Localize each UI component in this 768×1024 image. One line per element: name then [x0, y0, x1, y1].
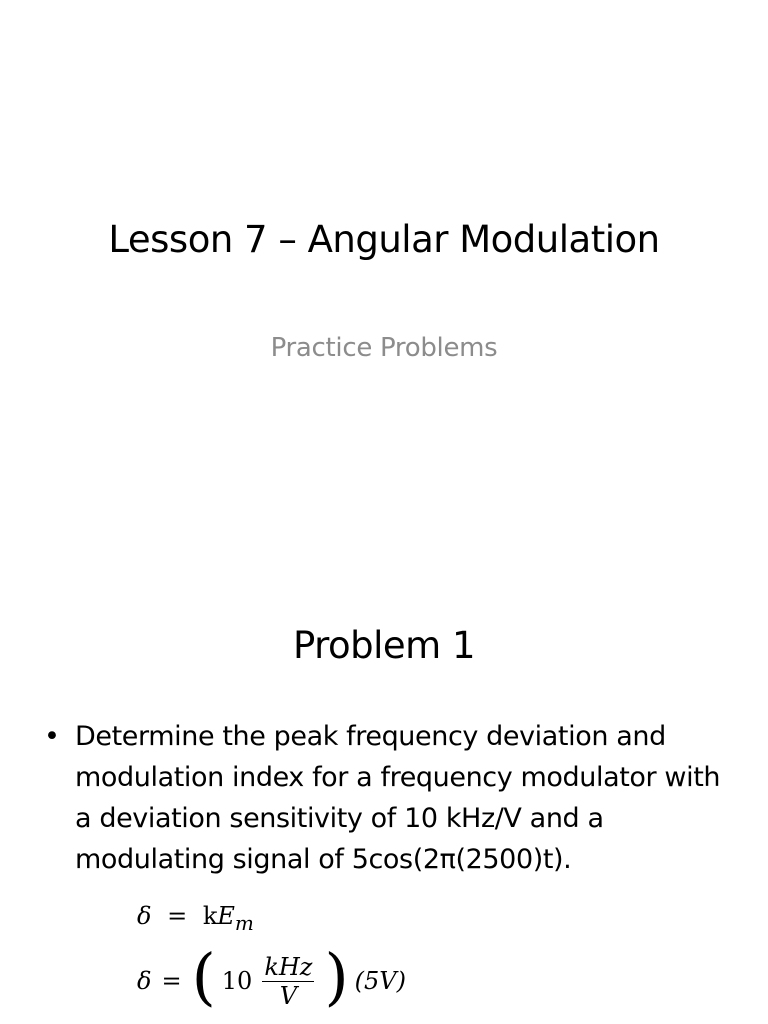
equation-deviation-formula — [137, 902, 254, 935]
bullet-marker: • — [44, 721, 60, 752]
problem-text: Determine the peak frequency deviation and modulation index for a frequency modulator with a deviation sensitivity of 10 kHz/V and a modulating signal of 5cos(2π(2500)t). — [75, 721, 721, 875]
equation-deviation-substituted — [137, 940, 406, 1013]
eq2-fraction — [262, 953, 314, 1010]
eq1-equals: = — [167, 902, 188, 930]
problem-statement — [44, 716, 734, 880]
eq1-delta: δ — [137, 902, 152, 930]
problem-title: Problem 1 — [292, 624, 476, 667]
eq1-k: k — [202, 902, 218, 930]
eq2-numerator: kHz — [264, 952, 313, 981]
eq2-delta: δ — [137, 967, 152, 995]
eq1-E: E — [217, 902, 235, 930]
eq2-factor: (5V) — [354, 967, 406, 995]
problem-slide — [0, 576, 768, 1024]
eq2-coefficient: 10 — [221, 967, 253, 995]
eq2-denominator: V — [279, 981, 298, 1010]
slide-subtitle: Practice Problems — [270, 333, 498, 363]
eq1-sub-m: m — [234, 910, 254, 935]
eq2-equals: = — [161, 967, 182, 995]
slide-title: Lesson 7 – Angular Modulation — [108, 218, 660, 261]
eq2-right-paren: ) — [324, 940, 349, 1013]
eq2-left-paren: ( — [191, 940, 216, 1013]
